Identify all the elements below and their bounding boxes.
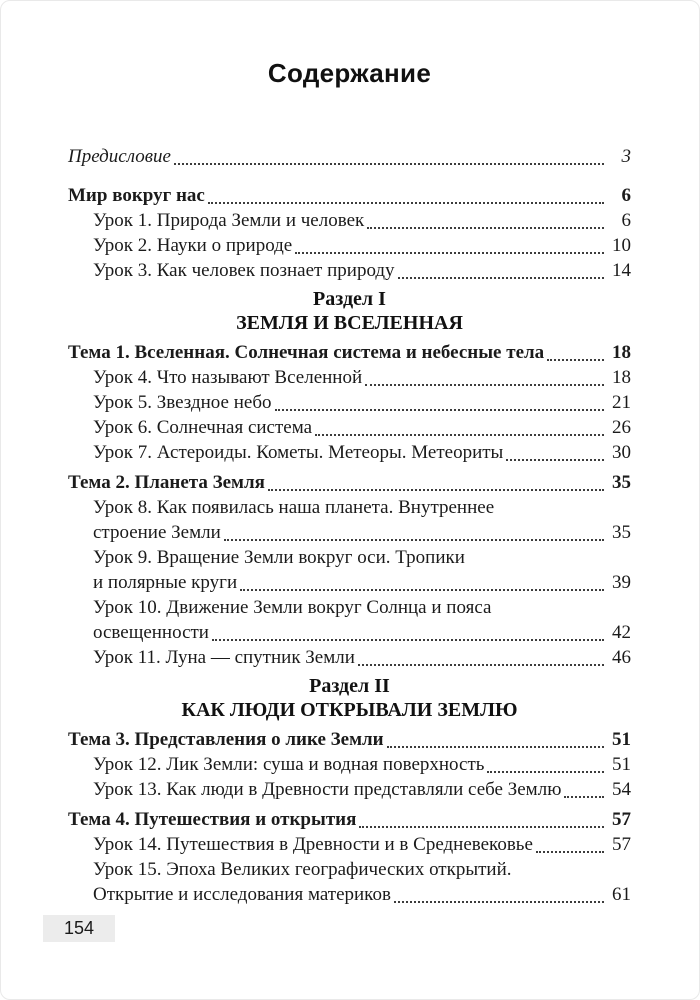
toc-entry <box>68 832 631 857</box>
dot-leader <box>387 746 604 748</box>
toc-entry-label: Тема 4. Путешествия и открытия <box>68 809 357 830</box>
toc-entry-page: 14 <box>612 260 631 281</box>
toc-entry-label: Урок 1. Природа Земли и человек <box>93 210 365 231</box>
toc-entry <box>68 183 631 208</box>
toc-entry <box>68 258 631 283</box>
table-of-contents <box>68 144 631 907</box>
toc-entry-label: Открытие и исследования материков <box>93 884 391 905</box>
toc-entry <box>68 620 631 645</box>
toc-entry-page: 39 <box>612 572 631 593</box>
toc-entry-line: Урок 9. Вращение Земли вокруг оси. Тропики <box>93 547 465 568</box>
toc-entry <box>68 144 631 169</box>
toc-entry-label: Урок 12. Лик Земли: суша и водная поверхность <box>93 754 485 775</box>
toc-entry-page: 6 <box>621 210 631 231</box>
dot-leader <box>240 589 604 591</box>
toc-entry-label: строение Земли <box>93 522 221 543</box>
toc-entry-label: и полярные круги <box>93 572 238 593</box>
dot-leader <box>359 826 604 828</box>
toc-entry-page: 57 <box>612 834 631 855</box>
dot-leader <box>487 771 604 773</box>
toc-entry-label: Тема 1. Вселенная. Солнечная система и небесные тела <box>68 342 545 363</box>
toc-entry-page: 18 <box>612 342 631 363</box>
dot-leader <box>547 359 604 361</box>
dot-leader <box>268 489 604 491</box>
toc-entry-page: 51 <box>612 729 631 750</box>
toc-entry-page: 3 <box>621 146 631 167</box>
toc-entry-label: Урок 3. Как человек познает природу <box>93 260 395 281</box>
toc-entry-page: 35 <box>612 472 631 493</box>
toc-entry-page: 46 <box>612 647 631 668</box>
toc-entry-page: 6 <box>621 185 631 206</box>
toc-entry-label: освещенности <box>93 622 209 643</box>
dot-leader <box>564 796 604 798</box>
toc-entry <box>68 727 631 752</box>
section-header <box>68 674 631 722</box>
toc-entry <box>68 233 631 258</box>
dot-leader <box>208 202 604 204</box>
toc-entry-label: Урок 13. Как люди в Древности представляли себе Землю <box>93 779 562 800</box>
dot-leader <box>367 227 604 229</box>
toc-entry-line: Урок 10. Движение Земли вокруг Солнца и пояса <box>93 597 492 618</box>
section-header <box>68 287 631 335</box>
toc-entry-label: Урок 14. Путешествия в Древности и в Средневековье <box>93 834 533 855</box>
toc-entry-label: Тема 2. Планета Земля <box>68 472 265 493</box>
toc-entry <box>68 807 631 832</box>
page-number-badge: 154 <box>43 915 115 942</box>
toc-entry-page: 21 <box>612 392 631 413</box>
toc-entry <box>68 390 631 415</box>
dot-leader <box>212 639 604 641</box>
toc-entry-page: 35 <box>612 522 631 543</box>
toc-entry-line: Урок 15. Эпоха Великих географических открытий. <box>93 859 512 880</box>
toc-entry-page: 10 <box>612 235 631 256</box>
dot-leader <box>315 434 604 436</box>
toc-entry <box>68 570 631 595</box>
toc-entry-page: 26 <box>612 417 631 438</box>
toc-entry-page: 30 <box>612 442 631 463</box>
dot-leader <box>295 252 604 254</box>
dot-leader <box>224 539 604 541</box>
page-title: Содержание <box>267 58 432 88</box>
toc-entry-page: 57 <box>612 809 631 830</box>
toc-entry-page: 61 <box>612 884 631 905</box>
dot-leader <box>365 384 604 386</box>
toc-entry-page: 51 <box>612 754 631 775</box>
toc-entry-label: Урок 11. Луна — спутник Земли <box>93 647 355 668</box>
section-kicker: Раздел I <box>313 288 386 310</box>
toc-entry <box>68 208 631 233</box>
toc-entry-label: Урок 4. Что называют Вселенной <box>93 367 363 388</box>
toc-entry <box>68 645 631 670</box>
toc-entry-line: Урок 8. Как появилась наша планета. Внутреннее <box>93 497 495 518</box>
toc-entry-page: 18 <box>612 367 631 388</box>
dot-leader <box>536 851 604 853</box>
toc-entry-label: Урок 2. Науки о природе <box>93 235 293 256</box>
dot-leader <box>358 664 604 666</box>
toc-entry-label: Тема 3. Представления о лике Земли <box>68 729 384 750</box>
dot-leader <box>174 163 604 165</box>
toc-entry <box>68 415 631 440</box>
toc-entry <box>68 440 631 465</box>
toc-entry-label: Урок 7. Астероиды. Кометы. Метеоры. Метеориты <box>93 442 504 463</box>
toc-entry-label: Мир вокруг нас <box>68 185 205 206</box>
toc-entry <box>68 520 631 545</box>
toc-entry-page: 54 <box>612 779 631 800</box>
dot-leader <box>394 901 604 903</box>
dot-leader <box>398 277 604 279</box>
section-kicker: Раздел II <box>309 675 390 697</box>
section-title: КАК ЛЮДИ ОТКРЫВАЛИ ЗЕМЛЮ <box>181 699 518 721</box>
dot-leader <box>275 409 605 411</box>
toc-entry <box>68 365 631 390</box>
toc-entry-label: Урок 5. Звездное небо <box>93 392 272 413</box>
toc-entry <box>68 882 631 907</box>
toc-entry <box>68 777 631 802</box>
toc-entry <box>68 470 631 495</box>
dot-leader <box>506 459 604 461</box>
toc-entry <box>68 752 631 777</box>
toc-entry-label: Предисловие <box>68 146 171 167</box>
toc-entry <box>68 340 631 365</box>
toc-entry-page: 42 <box>612 622 631 643</box>
toc-entry-label: Урок 6. Солнечная система <box>93 417 313 438</box>
section-title: ЗЕМЛЯ И ВСЕЛЕННАЯ <box>236 312 463 334</box>
